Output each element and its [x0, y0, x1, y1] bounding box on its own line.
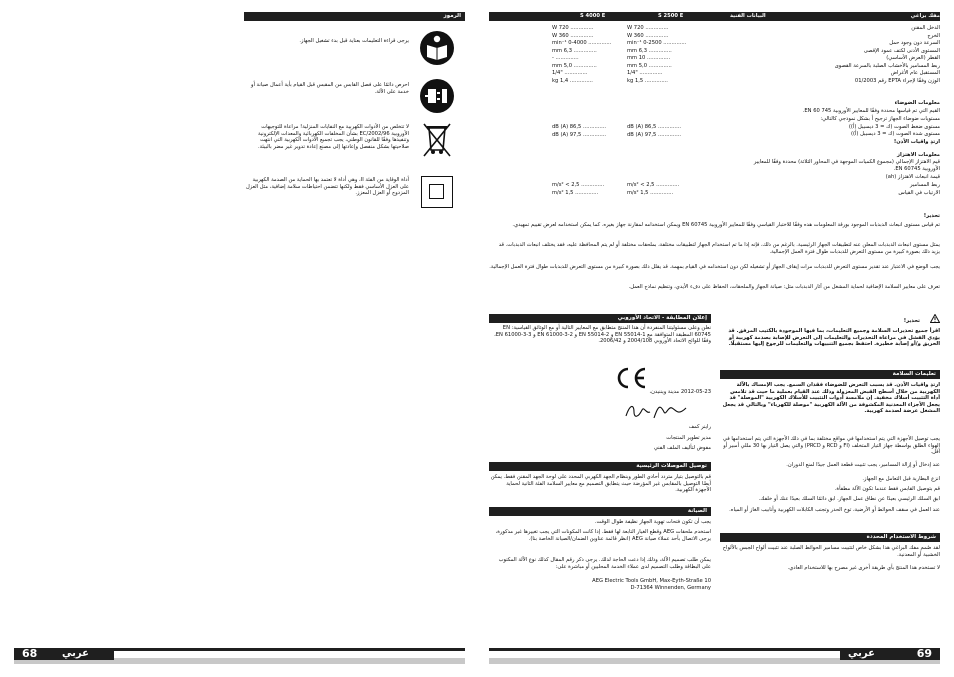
vib-row-col1-value: m/s² 1,5 ..............: [627, 190, 674, 196]
vib-label-4: الارتياب في القياس: [898, 190, 940, 196]
noise-row-col2-value: dB (A) 86,5 ..............: [552, 124, 607, 130]
safety-title: تعليمات السلامة: [892, 371, 936, 377]
symbols-title-bar: [244, 12, 465, 21]
specified-title: شروط الاستخدام المحددة: [866, 534, 936, 540]
spec-row-label: القطر (العرض الأساسي): [886, 55, 940, 61]
signer-title-2: مفوض لتأليف الملف الفني: [653, 445, 711, 451]
footer-right-strip: [489, 648, 840, 651]
spec-row-col2-value: min⁻¹ 0-4000 ..............: [552, 40, 612, 46]
symbol-text-1: يرجى قراءة التعليمات بعناية قبل بدء تشغيل الجهاز.: [299, 38, 409, 44]
warning-label: تحذير!: [923, 213, 940, 219]
manual-book-icon: [419, 30, 455, 66]
spec-row-col1-value: mm 10 ..............: [627, 55, 671, 61]
spec-row-label: المستوى الأدنى لكتف عمود الإقصى: [863, 47, 940, 54]
signer-name: راينر كمف: [688, 424, 711, 430]
noise-intro: القيم التي تم قياسها محددة وفقًا للمعايير الأوروبية EN 60 745.: [802, 108, 940, 114]
page-number-left: 68: [22, 647, 38, 660]
ce-text: نعلن وعلى مسئوليتنا المنفردة أن هذا المنتج متطابق مع المعايير التالية أو مع الوثائق القياسية: EN 60745 المطبقة المتوافقة مع EN 55014-1 و EN 55014-2 و EN 61000-3-2 و EN 61000-3-3، وفقًا للوائح الاتحاد الأوروبي 2004/108 و 2006/42.: [494, 325, 711, 345]
spec-row-col2-value: - ..............: [552, 55, 579, 61]
address-line-2: D-71364 Winnenden, Germany: [630, 585, 711, 591]
warning-para-1: تم قياس مستوى انبعاث الذبذبات الموجود بورقة المعلومات هذه وفقًا للاختبار القياسي وفقًا للمعايير الأوروبية EN 60745 ويمكن استخدامه لمقارنة جهاز بغيره. كما يمكن استخدامه لعرض تقييم تمهيدي.: [512, 222, 940, 228]
warning-para-2: يمثل مستوى انبعاث الذبذبات المعلن عنه لتطبيقات الجهاز الرئيسية. بالرغم من ذلك، فإنه إذا ما تم استخدام الجهاز لتطبيقات مختلفة، بملحقات مختلفة أو لم يتم المحافظة عليه، فقد يختلف انبعاث الذبذبات. قد يزيد ذلك بصورة كبيرة من مستوى التعرض للذبذبات طوال فترة العمل الإجمالية.: [498, 242, 940, 255]
spec-row-col2-value: mm 6,3 ..............: [552, 47, 597, 54]
maintenance-p2: استخدم ملحقات AEG وقطع الغيار التابعة لها فقط. إذا كانت المكونات التي يجب تغييرها غير مذكورة، يرجى الاتصال بأحد عملاء صيانة AEG (انظر قائمة عناوين الضمان/الصيانة الخاصة بنا).: [495, 529, 711, 542]
spec-row-col2-value: 1/4" ..............: [552, 70, 588, 76]
noise-title: معلومات الضوضاء: [894, 100, 940, 106]
spec-header-bar: [489, 12, 940, 21]
spec-row-col2-value: mm 5,0 ..............: [552, 62, 597, 69]
spec-row-col1-value: min⁻¹ 0-2500 ..............: [627, 40, 687, 46]
ce-mark: [614, 366, 648, 390]
safety-p3: انزع البطارية قبل التعامل مع الجهاز.: [862, 476, 940, 482]
spec-row-label: الوزن وفقًا لإجراء EPTA رقم 01/2003: [854, 77, 940, 84]
noise-label-3: مستوى شدة الصوت (ك = 3 ديسيبل (أ)): [850, 131, 940, 137]
footer-right: [840, 648, 940, 660]
unplug-icon: [419, 78, 455, 114]
symbol-text-2: احرص دائمًا على فصل القابس من المقبس قبل القيام بأية أعمال صيانة أو خدمة على الآلة.: [250, 82, 409, 95]
maintenance-title-bar: [489, 507, 711, 516]
safety-bold: ارتدِ واقيات الأذن. قد يسبب التعرض للضوضاء فقدان السمع. يجب الإمساك بالآلة الكهربية من خلال أسطح القبض المعزولة وذلك عند القيام بعملية ما حيث قد تلامس أداة التثبيت أسلاك مخفية. إن ملامسة أدوات التثبيت للأسلاك الكهربية "الموصلة" قد يجعل الأجزاء المعدنية المكشوفة من الآلة الكهربية "موصلة للكهرباء" وبالتالي قد يجعل المشغل عرضة لصدمة كهربية.: [722, 382, 940, 415]
vib-title: معلومات الاهتزاز: [896, 152, 940, 158]
spec-row-col2-value: kg 1,4 ..............: [552, 77, 593, 84]
symbols-title: الرموز: [443, 13, 461, 19]
spec-header-label: البيانات الفنية: [730, 13, 766, 19]
footer-left-strip: [114, 648, 465, 651]
connection-title-bar: [489, 462, 711, 471]
spec-section-title: مفك براغي: [910, 13, 940, 19]
vib-row-col1-value: m/s² < 2,5 ..............: [627, 182, 680, 188]
symbol-text-4: أداة الوقاية من الفئة II، وهي أداة لا تعتمد بها الحماية من الصدمة الكهربية على العزل الأساسي فقط ولكنها تتضمن احتياطات سلامة إضافية، مثل العزل المزدوج أو العزل المعزز.: [245, 177, 409, 197]
noise-row-col1-value: dB (A) 97,5 ..............: [627, 131, 682, 138]
vib-label-3: ربط المسامير: [910, 182, 940, 188]
noise-label-1: مستويات ضوضاء الجهاز ترجيح أ بشكل نموذجي كالتالي:: [820, 116, 940, 122]
address-line-1: AEG Electric Tools GmbH, Max-Eyth-Straße 10: [592, 578, 711, 584]
specified-p1: لقد صُمم مفك البراغي هذا بشكل خاص لتثبيت مسامير الحوائط الصلبة عند تثبيت ألواح الجبس بالألواح الخشبية أو المعدنية.: [722, 545, 940, 558]
signer-title-1: مدير تطوير المنتجات: [666, 435, 711, 441]
maintenance-p1: يجب أن تكون فتحات تهوية الجهاز نظيفة طوال الوقت.: [594, 519, 711, 525]
double-square-icon: [421, 176, 453, 208]
noise-label-2: مستوى ضغط الصوت (ك = 3 ديسيبل (أ)): [848, 124, 940, 130]
spec-row-label: الخرج: [927, 32, 940, 39]
specified-p2: لا تستخدم هذا المنتج بأي طريقة أخرى غير مصرح بها للاستخدام العادي.: [787, 565, 940, 571]
maintenance-title: الصيانة: [687, 508, 707, 514]
spec-row-label: ربط المسامير بالأخشاب الصلبة بالسرعة القصوى: [834, 62, 940, 69]
lang-label-right: عربي: [848, 648, 875, 659]
spec-row-col1-value: mm 5,0 ..............: [627, 62, 672, 69]
page-number-right: 69: [916, 647, 932, 660]
safety-p2: عند إدخال أو إزالة المسامير، يجب تثبيت قطعة العمل جيدًا لمنع الدوران.: [786, 462, 940, 468]
warning-para-3: يجب الوضع في الاعتبار عند تقدير مستوى التعرض للذبذبات مرات إيقاف الجهاز أو تشغيله لكن دون استخدامه في القيام بمهمة. قد يقلل ذلك بصورة كبيرة من مستوى التعرض للذبذبات طوال فترة العمل الإجمالية.: [489, 264, 940, 270]
vib-row-col2-value: m/s² 1,5 ..............: [552, 190, 599, 196]
ce-title: إعلان المطابقة - الاتحاد الأوروبي: [617, 315, 707, 321]
maintenance-p3: يمكن طلب تصميم الآلة، وذلك إذا دعت الحاجة لذلك. يرجى ذكر رقم المقال كذلك نوع الآلة المكتوب على البطاقة وطلب التصميم لدى عملاء الخدمة المحليين أو مباشرة على:: [498, 557, 711, 570]
spec-col2: S 4000 E: [580, 13, 606, 19]
spec-row-label: المستقبل عام الأغراض: [890, 70, 940, 76]
connection-text: قم بالتوصيل بتيار متردد أحادي الطور وبنظام الجهد الكهربي المحدد على لوحة الجهد المقنن فقط. يمكن أيضًا التوصيل بالمقابس غير المؤرضة حيث يتطابق التصميم مع معايير السلامة الفئة الثانية لحماية الأجهزة الكهربية.: [490, 474, 711, 494]
noise-label-4: ارتدِ واقيات الأذن!: [893, 139, 940, 145]
signature: [620, 400, 692, 422]
connection-title: توصيل الموصلات الرئيسية: [636, 463, 707, 469]
noise-row-col2-value: dB (A) 97,5 ..............: [552, 131, 607, 138]
crossed-bin-icon: [419, 120, 455, 158]
footer-left: [14, 648, 114, 660]
spec-row-col1-value: kg 1,5 ..............: [627, 77, 668, 84]
ce-title-bar: [489, 314, 711, 323]
specified-title-bar: [720, 533, 940, 542]
warning2-text: اقرأ جميع تحذيرات السلامة وجميع التعليمات، بما فيها الموجودة بالكتيب المرفق. قد يؤدي الفشل في مراعاة التحذيرات والتعليمات إلى التعرض للإصابة بصدمة كهربية أو الحريق و/أو إصابة خطيرة. احتفظ بجميع التنبيهات والتعليمات للرجوع إليها مستقبلًا.: [728, 328, 940, 348]
spec-row-col1-value: mm 6,3 ..............: [627, 47, 672, 54]
safety-p1: يجب توصيل الأجهزة التي يتم استخدامها في مواقع مختلفة بما في ذلك الأجهزة التي يتم استخدامها في الهواء الطلق بواسطة جهاز التيار المتخلف (FI و RCD و PRCD) والتي يصل التيار بها 30 مللي أمبير أو أقل.: [722, 436, 940, 456]
spec-col1: S 2500 E: [658, 13, 684, 19]
safety-p6: عند العمل في سقف الحوائط أو الأرضية، توخ الحذر وتجنب الكابلات الكهربية وأنابيب الغاز أو المياه.: [729, 507, 940, 513]
spec-row-label: الدخل المقنن: [911, 25, 940, 31]
vib-label-2: قيمة انبعاث الاهتزاز (ah): [885, 174, 940, 180]
spec-row-col2-value: W 360 ..............: [552, 32, 594, 39]
warning-triangle-icon: [930, 314, 940, 323]
spec-row-col1-value: W 360 ..............: [627, 32, 669, 39]
spec-row-col2-value: W 720 ..............: [552, 25, 594, 31]
warning2-label: تحذير!: [903, 318, 920, 324]
noise-row-col1-value: dB (A) 86,5 ..............: [627, 124, 682, 130]
spec-row-label: السرعة دون وجود حمل: [889, 40, 940, 46]
safety-p5: ابق السلك الرئيسي بعيدًا عن نطاق عمل الجهاز. ابق دائمًا السلك بعيدًا عنك أو خلفك.: [758, 496, 940, 502]
safety-p4: قم بتوصيل القابس فقط عندما تكون الآلة مطفأة.: [834, 486, 940, 492]
lang-label-left: عربي: [62, 648, 89, 659]
warning-para-4: تعرف على معايير السلامة الإضافية لحماية المشغل من آثار الذبذبات مثل: صيانة الجهاز والملحقات، الحفاظ على دفء الأيدي، وتنظيم نماذج العمل.: [628, 284, 940, 290]
spec-row-col1-value: W 720 ..............: [627, 25, 669, 31]
ce-date: 2012-05-23 مدينة ويننيدن،: [649, 389, 711, 395]
vib-row-col2-value: m/s² < 2,5 ..............: [552, 182, 605, 188]
vib-label-1: قيم الاهتزاز الإجمالي (مجموع الكميات الموجهة في المحاور الثلاثة) محددة وفقًا للمعايير الأوروبية EN 60745.: [753, 159, 940, 172]
safety-title-bar: [720, 370, 940, 379]
symbol-text-3: لا تتخلص من الأدوات الكهربية مع النفايات المنزلية! مراعاة للتوجيهات الأوروبية EC/2002/96 بشأن المخلفات الكهربائية والمعدات الإلكترونية وتنفيذها وفقًا للقانون الوطني، يجب تجميع الأدوات الكهربية التي انتهت صلاحيتها بشكل منفصل وإعادتها إلى مصنع إعادة تدوير غير مضر بالبيئة.: [257, 124, 409, 150]
spec-row-col1-value: 1/4" ..............: [627, 70, 663, 76]
